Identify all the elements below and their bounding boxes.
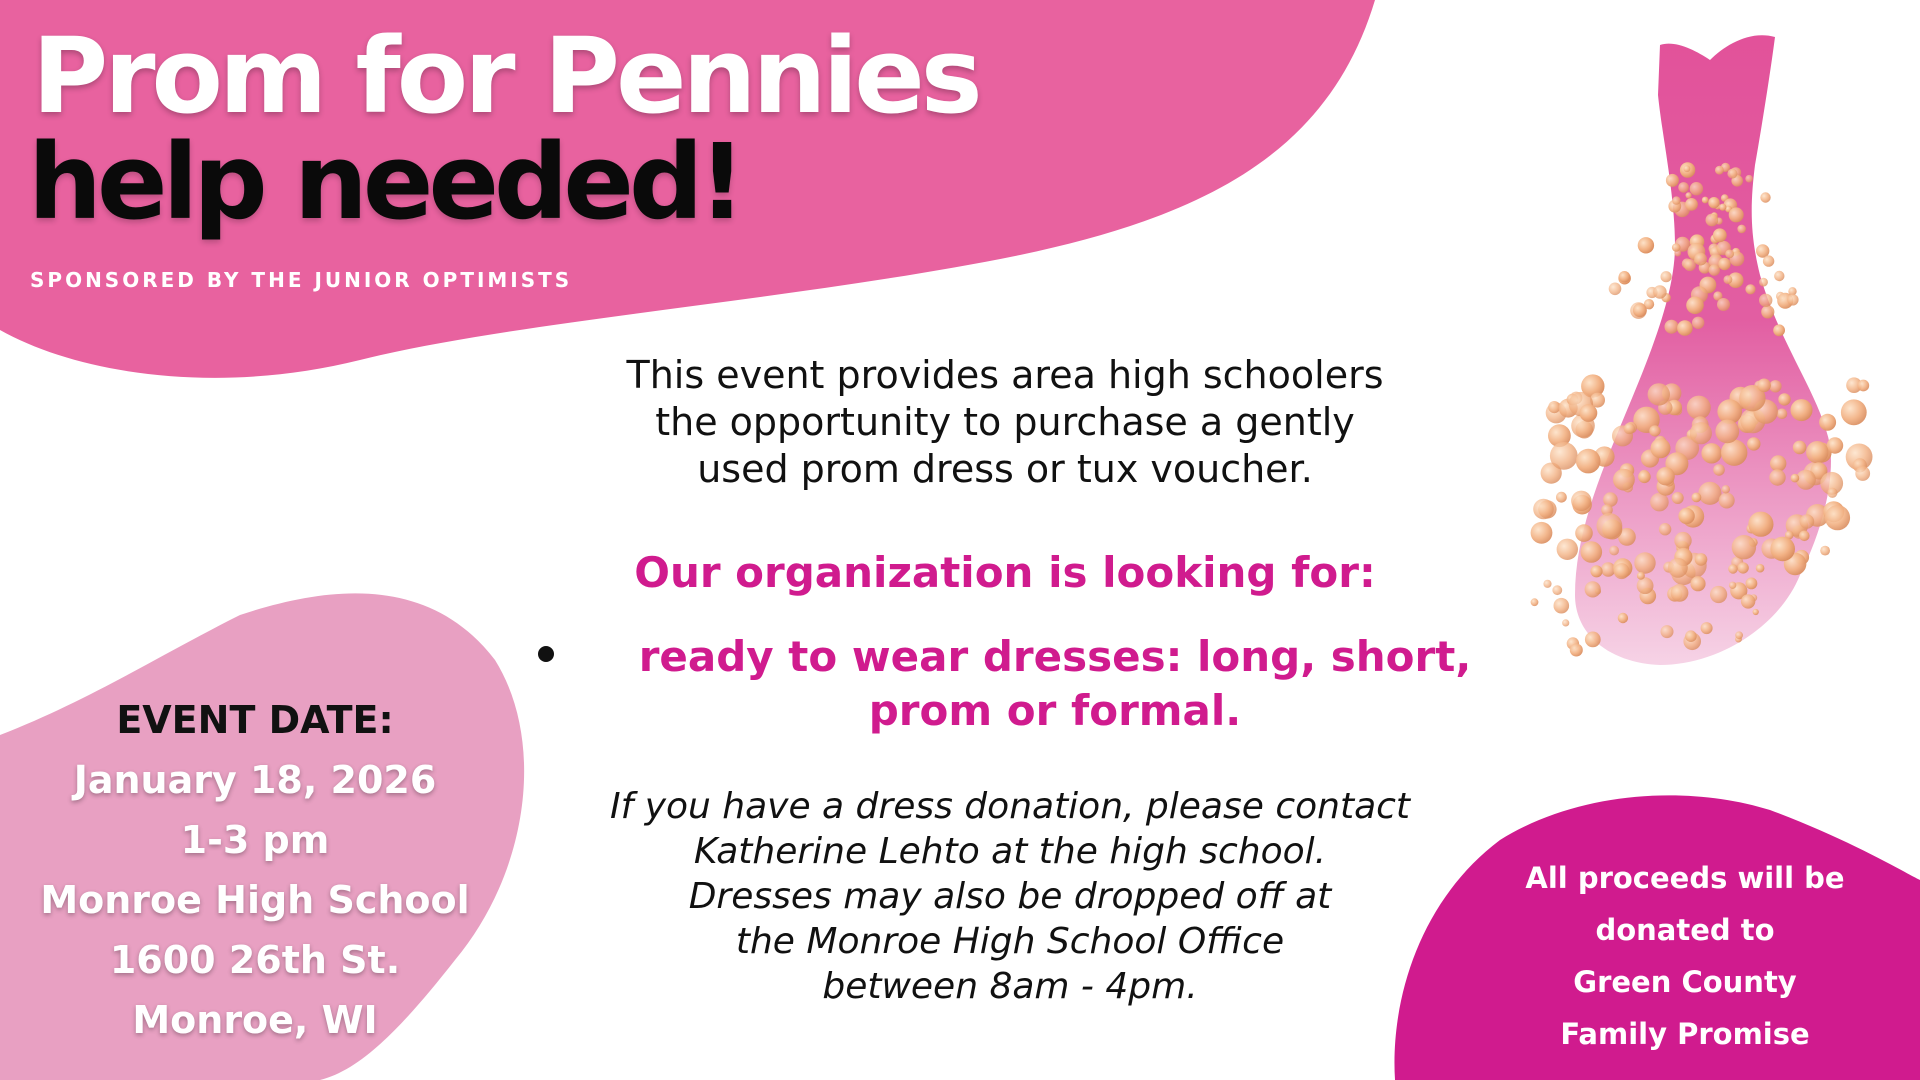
pearl-bead bbox=[1717, 298, 1730, 311]
pearl-bead bbox=[1609, 546, 1619, 556]
pearl-bead bbox=[1576, 449, 1601, 474]
pearl-bead bbox=[1708, 197, 1719, 208]
pearl-bead bbox=[1638, 237, 1654, 253]
pearl-bead bbox=[1725, 250, 1734, 259]
pearl-bead bbox=[1806, 441, 1828, 463]
pearl-bead bbox=[1728, 564, 1738, 574]
looking-for-heading: Our organization is looking for: bbox=[634, 548, 1376, 597]
pearl-bead bbox=[1721, 440, 1747, 466]
contact-line: Dresses may also be dropped off at bbox=[688, 876, 1332, 917]
pearl-bead bbox=[1613, 469, 1635, 491]
pearl-bead bbox=[1671, 584, 1689, 602]
pearl-bead bbox=[1666, 174, 1679, 187]
looking-for-item-line: prom or formal. bbox=[868, 686, 1242, 735]
pearl-bead bbox=[1575, 524, 1593, 542]
intro-line: This event provides area high schoolers bbox=[626, 353, 1384, 397]
pearl-bead bbox=[1855, 466, 1870, 481]
pearl-bead bbox=[1769, 380, 1781, 392]
pearl-bead bbox=[1718, 258, 1730, 270]
pearl-bead bbox=[1531, 598, 1539, 606]
pearl-bead bbox=[1678, 182, 1689, 193]
pearl-bead bbox=[1649, 425, 1660, 436]
pearl-bead bbox=[1571, 491, 1591, 511]
contact-line: Katherine Lehto at the high school. bbox=[693, 831, 1327, 872]
pearl-bead bbox=[1727, 169, 1737, 179]
pearl-bead bbox=[1715, 420, 1739, 444]
pearl-bead bbox=[1745, 284, 1755, 294]
pearl-bead bbox=[1556, 492, 1567, 503]
pearl-bead bbox=[1701, 622, 1713, 634]
pearl-bead bbox=[1678, 508, 1694, 524]
pearl-bead bbox=[1729, 207, 1744, 222]
pearl-bead bbox=[1686, 192, 1692, 198]
intro-paragraph bbox=[540, 352, 1470, 493]
pearl-bead bbox=[1686, 297, 1704, 315]
pearl-bead bbox=[1819, 414, 1836, 431]
pearl-bead bbox=[1759, 294, 1772, 307]
pearl-bead bbox=[1580, 404, 1598, 422]
pearl-bead bbox=[1585, 632, 1601, 648]
bullet-icon bbox=[538, 646, 554, 662]
proceeds-line: Green County bbox=[1573, 965, 1797, 999]
pearl-bead bbox=[1619, 271, 1630, 282]
pearl-bead bbox=[1787, 294, 1798, 305]
proceeds-line: donated to bbox=[1595, 913, 1775, 947]
pearl-bead bbox=[1668, 558, 1688, 578]
pearl-bead bbox=[1827, 488, 1837, 498]
pearl-bead bbox=[1672, 492, 1684, 504]
event-address: 1600 26th St. bbox=[109, 938, 401, 982]
event-city: Monroe, WI bbox=[132, 998, 378, 1042]
pearl-bead bbox=[1661, 271, 1672, 282]
pearl-bead bbox=[1773, 324, 1785, 336]
pearl-bead bbox=[1747, 437, 1760, 450]
pearl-bead bbox=[1609, 283, 1622, 296]
pearl-bead bbox=[1715, 166, 1724, 175]
pearl-bead bbox=[1722, 485, 1730, 493]
pearl-bead bbox=[1702, 197, 1709, 204]
pearl-bead bbox=[1841, 399, 1867, 425]
pearl-bead bbox=[1827, 437, 1843, 453]
pearl-bead bbox=[1552, 585, 1562, 595]
pearl-bead bbox=[1709, 264, 1720, 275]
pearl-bead bbox=[1637, 572, 1645, 580]
pearl-bead bbox=[1774, 271, 1784, 281]
pearl-bead bbox=[1791, 474, 1800, 483]
pearl-bead bbox=[1672, 243, 1681, 252]
pearl-bead bbox=[1692, 493, 1702, 503]
pearl-bead bbox=[1800, 514, 1815, 529]
pearl-bead bbox=[1677, 320, 1693, 336]
pearl-bead bbox=[1746, 578, 1758, 590]
pearl-bead bbox=[1685, 630, 1697, 642]
contact-line: the Monroe High School Office bbox=[735, 921, 1285, 962]
pearl-bead bbox=[1637, 577, 1654, 594]
pearl-bead bbox=[1590, 565, 1602, 577]
pearl-bead bbox=[1548, 401, 1560, 413]
pearl-bead bbox=[1769, 469, 1785, 485]
pearl-bead bbox=[1634, 552, 1655, 573]
page-subtitle: help needed! bbox=[28, 121, 741, 243]
pearl-bead bbox=[1672, 196, 1680, 204]
pearl-bead bbox=[1533, 499, 1554, 520]
pearl-bead bbox=[1793, 441, 1807, 455]
pearl-bead bbox=[1735, 631, 1743, 639]
pearl-bead bbox=[1653, 285, 1667, 299]
pearl-bead bbox=[1614, 563, 1630, 579]
pearl-bead bbox=[1778, 393, 1790, 405]
pearl-bead bbox=[1690, 576, 1705, 591]
event-venue: Monroe High School bbox=[40, 878, 470, 922]
event-date-label: EVENT DATE: bbox=[116, 698, 394, 742]
intro-line: used prom dress or tux voucher. bbox=[697, 447, 1313, 491]
event-details bbox=[0, 690, 510, 1050]
pearl-bead bbox=[1770, 455, 1786, 471]
pearl-bead bbox=[1570, 644, 1583, 657]
page-title: Prom for Pennies bbox=[32, 15, 979, 137]
pearl-bead bbox=[1761, 305, 1774, 318]
pearl-bead bbox=[1701, 443, 1721, 463]
pearl-bead bbox=[1706, 214, 1719, 227]
pearl-bead bbox=[1729, 582, 1736, 589]
pearl-bead bbox=[1756, 564, 1765, 573]
pearl-bead bbox=[1760, 192, 1770, 202]
pearl-bead bbox=[1659, 523, 1671, 535]
pearl-bead bbox=[1719, 493, 1735, 509]
dress-illustration-icon bbox=[1500, 15, 1920, 695]
pearl-bead bbox=[1597, 513, 1623, 539]
pearl-bead bbox=[1757, 379, 1771, 393]
pearl-bead bbox=[1624, 423, 1635, 434]
pearl-bead bbox=[1687, 396, 1711, 420]
pearl-bead bbox=[1737, 562, 1748, 573]
pearl-bead bbox=[1698, 482, 1721, 505]
event-time: 1-3 pm bbox=[180, 818, 330, 862]
pearl-bead bbox=[1763, 255, 1774, 266]
pearl-bead bbox=[1531, 522, 1553, 544]
pearl-bead bbox=[1684, 165, 1691, 172]
intro-line: the opportunity to purchase a gently bbox=[655, 400, 1355, 444]
pearl-bead bbox=[1791, 399, 1813, 421]
pearl-bead bbox=[1713, 228, 1727, 242]
pearl-bead bbox=[1770, 537, 1795, 562]
pearl-bead bbox=[1690, 422, 1712, 444]
pearl-bead bbox=[1562, 619, 1569, 626]
pearl-bead bbox=[1638, 471, 1651, 484]
pearl-bead bbox=[1777, 409, 1788, 420]
pearl-bead bbox=[1796, 470, 1816, 490]
pearl-bead bbox=[1737, 225, 1746, 234]
pearl-bead bbox=[1661, 625, 1674, 638]
contact-line: between 8am - 4pm. bbox=[822, 966, 1198, 1007]
proceeds-line: All proceeds will be bbox=[1525, 861, 1845, 895]
pearl-bead bbox=[1799, 531, 1810, 542]
pearl-bead bbox=[1581, 541, 1603, 563]
sponsor-line: SPONSORED BY THE JUNIOR OPTIMISTS bbox=[30, 268, 573, 292]
pearl-bead bbox=[1554, 598, 1570, 614]
pearl-bead bbox=[1674, 532, 1691, 549]
pearl-bead bbox=[1713, 464, 1725, 476]
pearl-bead bbox=[1719, 204, 1726, 211]
pearl-bead bbox=[1820, 546, 1830, 556]
pearl-bead bbox=[1684, 259, 1696, 271]
pearl-bead bbox=[1825, 505, 1850, 530]
contact-paragraph bbox=[540, 784, 1480, 1009]
pearl-bead bbox=[1692, 317, 1704, 329]
looking-for-item-line: ready to wear dresses: long, short, bbox=[638, 632, 1472, 681]
pearl-bead bbox=[1732, 535, 1756, 559]
pearl-bead bbox=[1585, 581, 1601, 597]
contact-line: If you have a dress donation, please contact bbox=[609, 786, 1411, 827]
pearl-bead bbox=[1685, 198, 1698, 211]
pearl-bead bbox=[1759, 278, 1768, 287]
looking-for-item bbox=[590, 630, 1520, 738]
pearl-bead bbox=[1543, 580, 1551, 588]
proceeds-line: Family Promise bbox=[1560, 1017, 1810, 1051]
pearl-bead bbox=[1690, 182, 1703, 195]
pearl-bead bbox=[1741, 594, 1755, 608]
pearl-bead bbox=[1724, 275, 1733, 284]
pearl-bead bbox=[1753, 609, 1759, 615]
pearl-bead bbox=[1748, 512, 1773, 537]
pearl-bead bbox=[1550, 442, 1578, 470]
pearl-bead bbox=[1651, 438, 1671, 458]
pearl-bead bbox=[1694, 253, 1707, 266]
proceeds-note bbox=[1500, 852, 1870, 1060]
pearl-bead bbox=[1618, 613, 1628, 623]
pearl-bead bbox=[1857, 380, 1869, 392]
pearl-bead bbox=[1710, 586, 1727, 603]
pearl-bead bbox=[1745, 175, 1753, 183]
pearl-bead bbox=[1633, 303, 1647, 317]
pearl-bead bbox=[1656, 467, 1674, 485]
pearl-bead bbox=[1648, 383, 1670, 405]
event-date: January 18, 2026 bbox=[73, 758, 437, 802]
pearl-bead bbox=[1557, 539, 1578, 560]
pearl-bead bbox=[1695, 553, 1708, 566]
pearl-bead bbox=[1665, 320, 1679, 334]
